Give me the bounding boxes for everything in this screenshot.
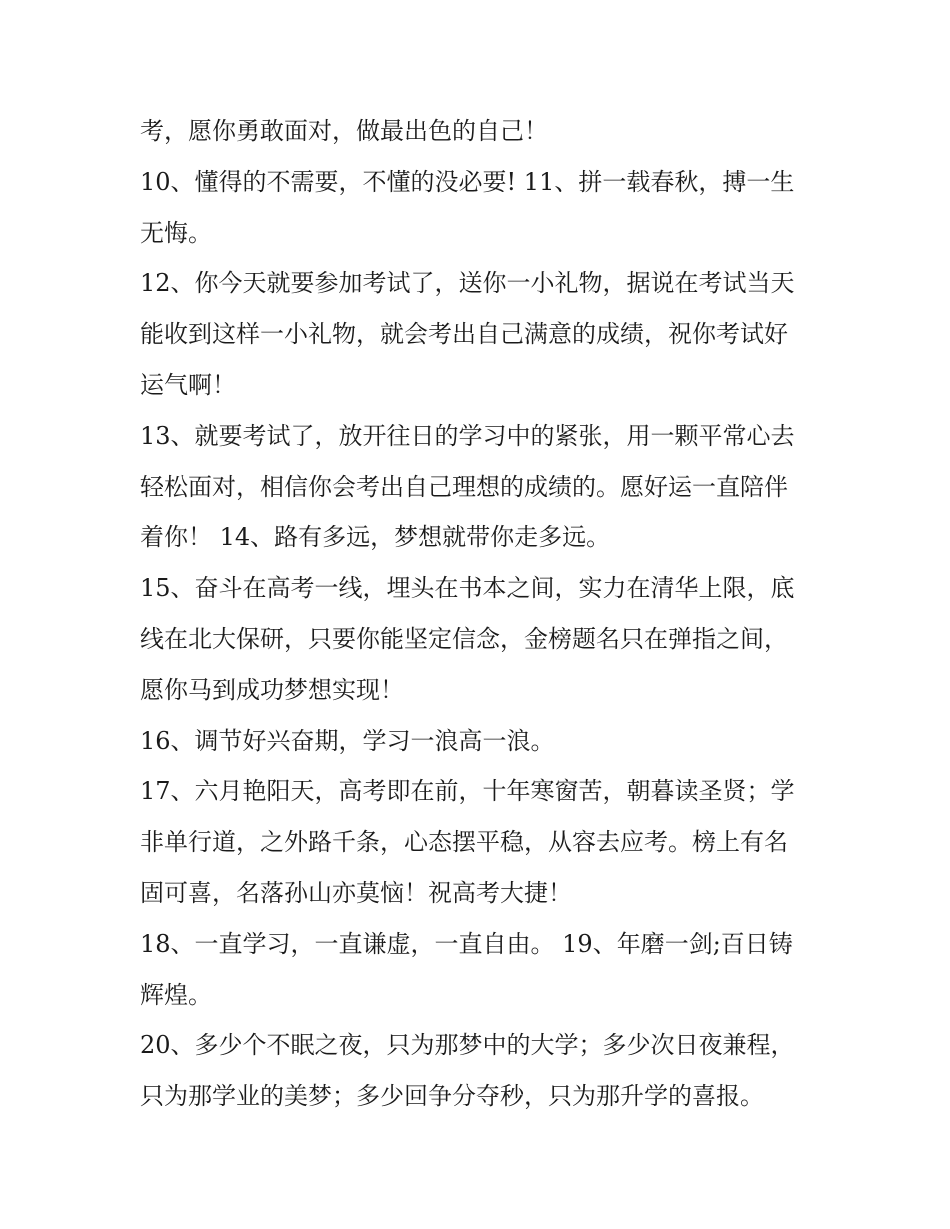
text-line: 固可喜，名落孙山亦莫恼！祝高考大捷！: [140, 878, 572, 907]
text-line: 运气啊！: [140, 370, 236, 399]
text-line: 能收到这样一小礼物，就会考出自己满意的成绩，祝你考试好: [140, 320, 788, 349]
text-line: 辉煌。: [140, 980, 212, 1009]
text-line: 16、调节好兴奋期，学习一浪高一浪。: [140, 726, 555, 755]
text-line: 15、奋斗在高考一线，埋头在书本之间，实力在清华上限，底: [140, 574, 795, 603]
text-line: 考，愿你勇敢面对，做最出色的自己！: [140, 117, 548, 145]
text-line: 着你！ 14、路有多远，梦想就带你走多远。: [140, 523, 611, 552]
text-line: 18、一直学习，一直谦虚，一直自由。 19、年磨一剑;百日铸: [140, 929, 793, 958]
document-body: [140, 106, 820, 1122]
text-line: 10、懂得的不需要，不懂的没必要! 11、拼一载春秋，搏一生: [140, 167, 795, 196]
text-line: 愿你马到成功梦想实现！: [140, 675, 404, 704]
text-line: 17、六月艳阳天，高考即在前，十年寒窗苦，朝暮读圣贤；学: [140, 777, 795, 806]
text-line: 非单行道，之外路千条，心态摆平稳，从容去应考。榜上有名: [140, 828, 788, 857]
text-line: 无悔。: [140, 218, 212, 247]
text-line: 12、你今天就要参加考试了，送你一小礼物，据说在考试当天: [140, 269, 795, 298]
text-line: 20、多少个不眠之夜，只为那梦中的大学；多少次日夜兼程，: [140, 1031, 795, 1060]
text-line: 轻松面对，相信你会考出自己理想的成绩的。愿好运一直陪伴: [140, 472, 788, 501]
text-line: 13、就要考试了，放开往日的学习中的紧张，用一颗平常心去: [140, 421, 795, 450]
text-line: 只为那学业的美梦；多少回争分夺秒，只为那升学的喜报。: [140, 1082, 764, 1111]
text-line: 线在北大保研，只要你能坚定信念，金榜题名只在弹指之间，: [140, 624, 788, 653]
